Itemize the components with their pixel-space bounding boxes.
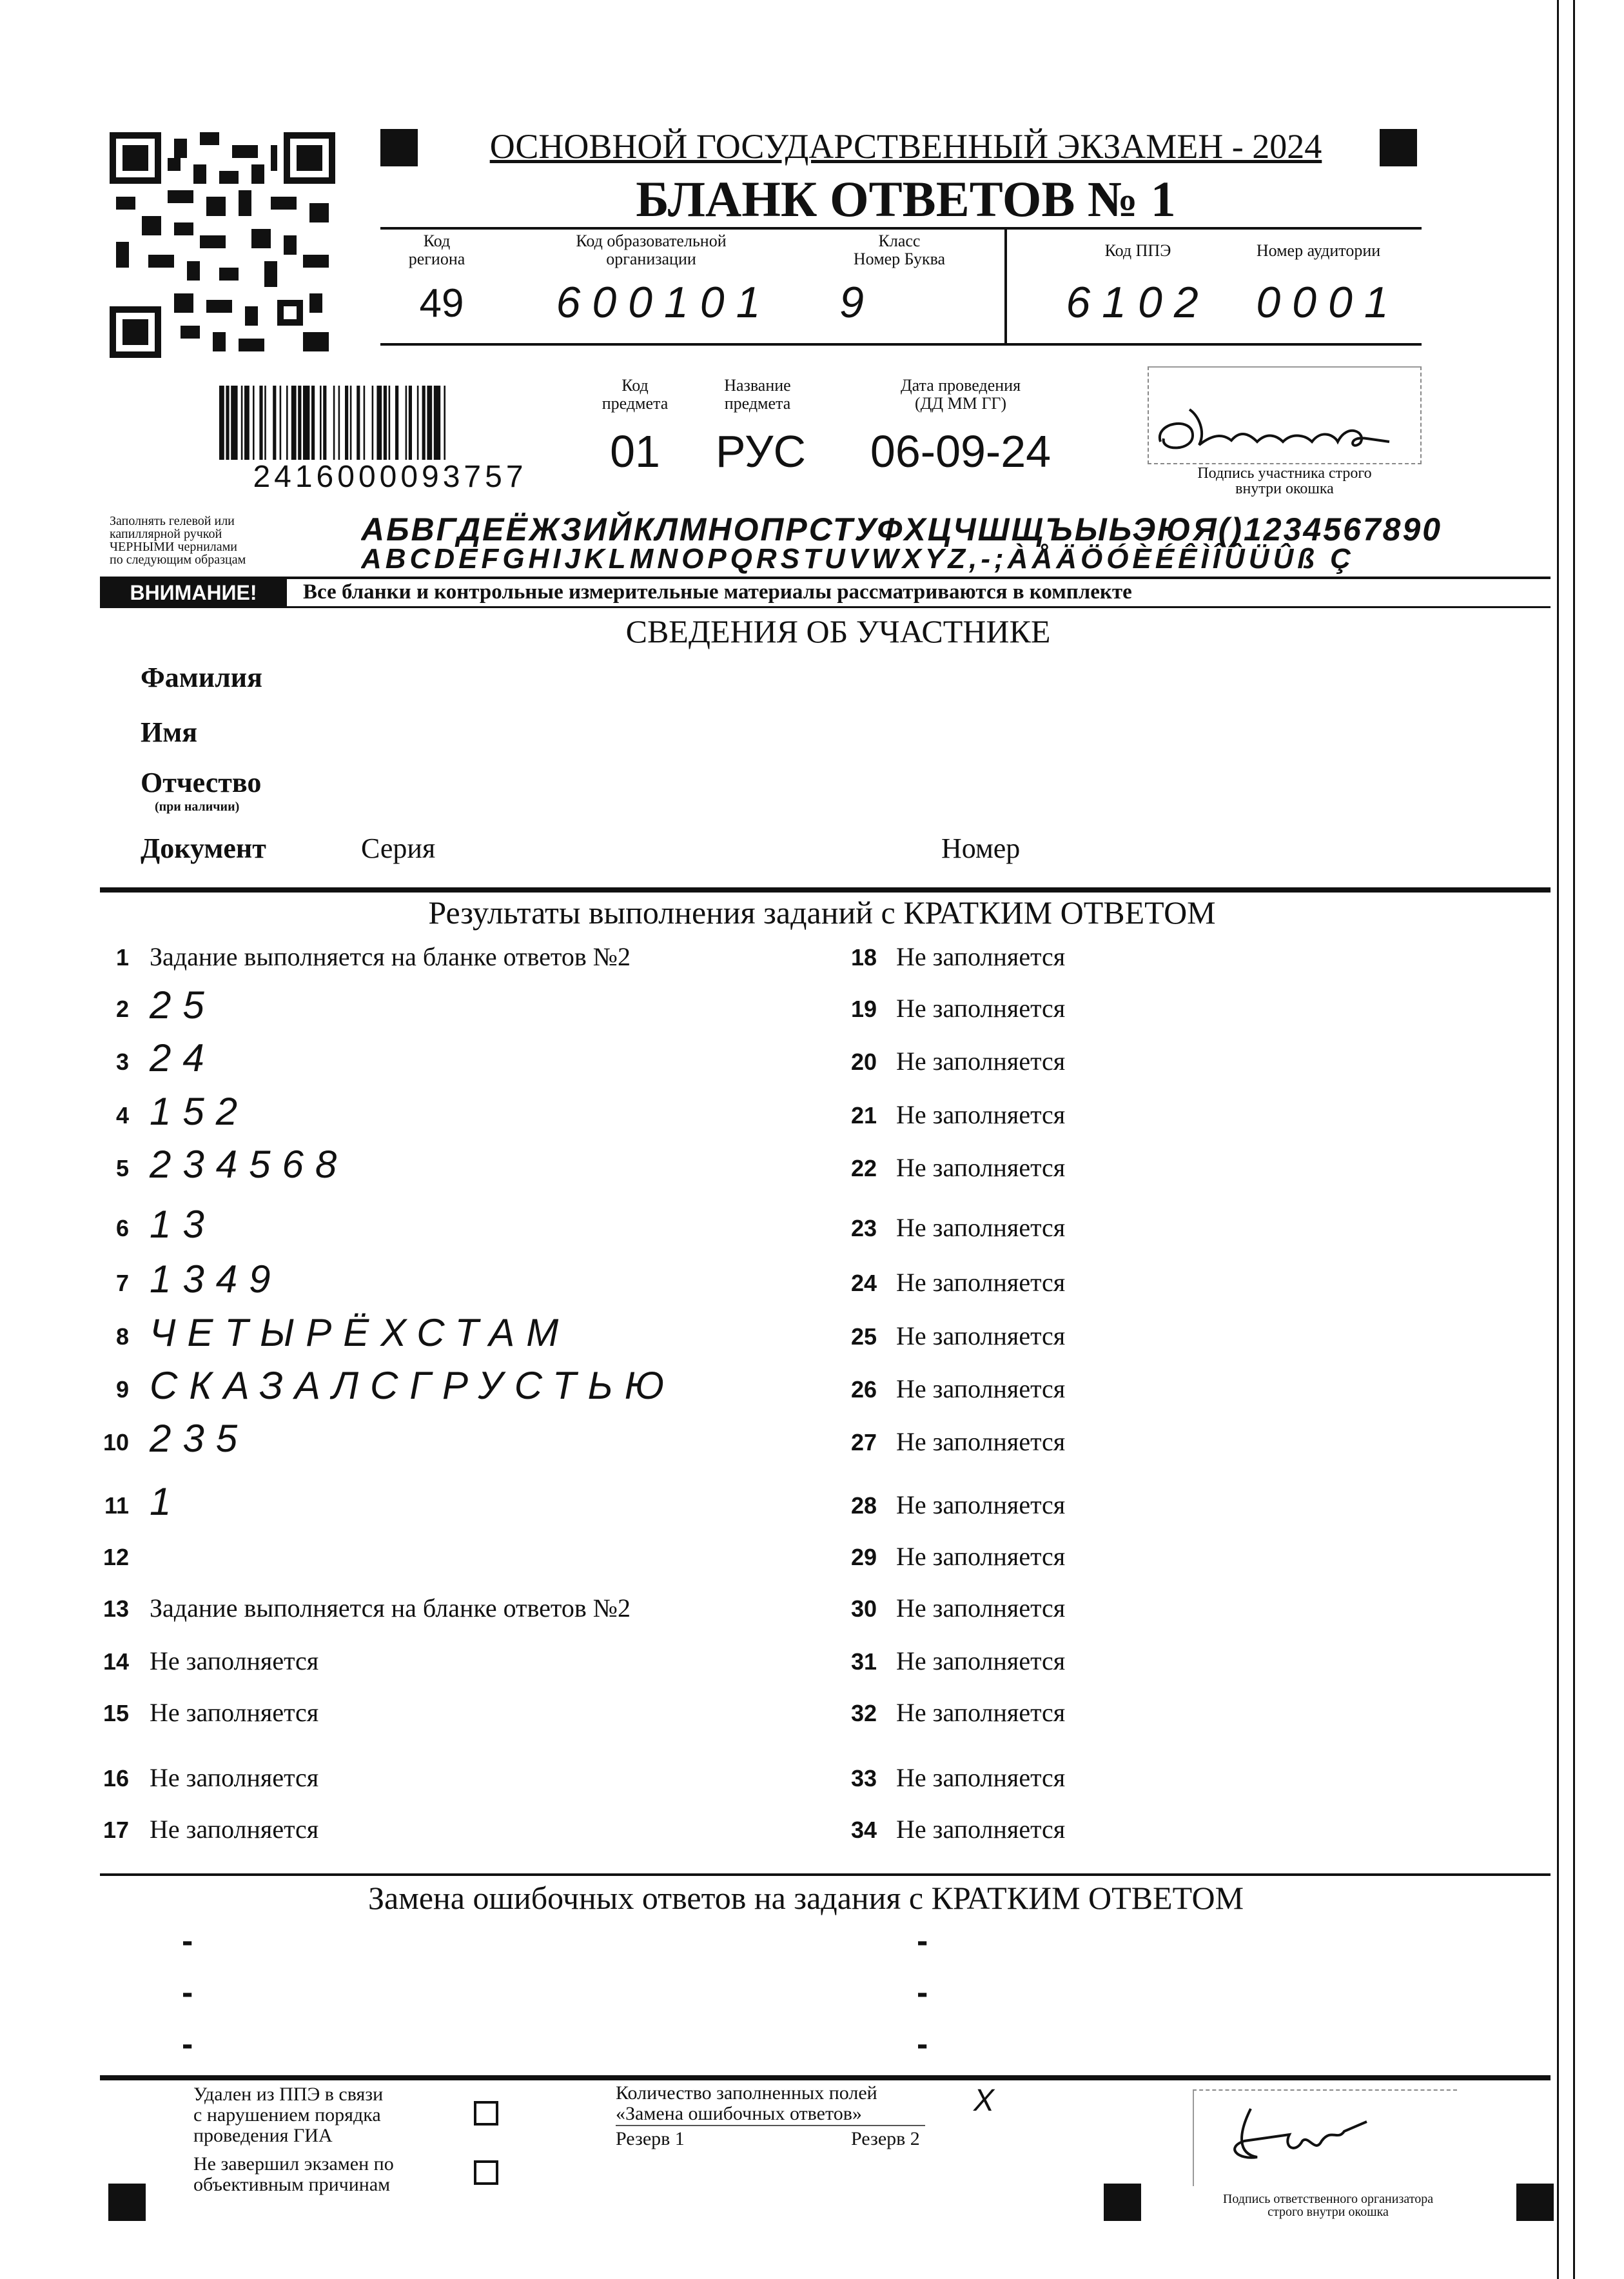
task-number: 33 (850, 1765, 877, 1791)
corner-mark-bottom-right (1516, 2184, 1554, 2221)
room-value: 0001 (1256, 278, 1400, 327)
task-number: 22 (850, 1155, 877, 1181)
exam-title: ОСНОВНОЙ ГОСУДАРСТВЕННЫЙ ЭКЗАМЕН - 2024 (489, 127, 1322, 166)
sample-row-cyrillic: АБВГДЕЁЖЗИЙКЛМНОПРСТУФХЦЧШЩЪЫЬЭЮЯ()1234567890 (361, 511, 1443, 548)
task-number: 9 (115, 1376, 129, 1403)
task-number: 12 (103, 1544, 129, 1570)
task-status-text: Не заполняется (896, 1374, 1066, 1403)
task-number: 4 (115, 1102, 129, 1129)
task-number: 24 (850, 1270, 877, 1296)
task-status-text: Задание выполняется на бланке ответов №2 (150, 942, 631, 971)
task-number: 5 (115, 1155, 129, 1181)
task-number: 8 (115, 1323, 129, 1350)
warning-top-rule (100, 577, 1551, 579)
task-answer: 152 (150, 1090, 249, 1133)
task-answer: 13 (150, 1203, 216, 1246)
task-status-text: Не заполняется (896, 1763, 1066, 1792)
task-status-text: Не заполняется (896, 1593, 1066, 1623)
margin-line-1 (1557, 0, 1559, 2279)
task-status-text: Не заполняется (896, 1100, 1066, 1129)
replace-dash-left-3: - (182, 2026, 193, 2063)
form-title: БЛАНК ОТВЕТОВ № 1 (636, 171, 1176, 227)
replace-dash-left-2: - (182, 1974, 193, 2011)
task-answer: 24 (150, 1036, 216, 1080)
task-number: 25 (850, 1323, 877, 1350)
codes-divider (1004, 227, 1007, 344)
task-number: 3 (115, 1049, 129, 1075)
date-value: 06-09-24 (870, 426, 1052, 477)
organizer-signature-icon (1212, 2096, 1380, 2173)
number-label: Номер (941, 833, 1021, 864)
task-number: 18 (850, 944, 877, 971)
task-status-text: Не заполняется (896, 1321, 1066, 1350)
replace-dash-left-1: - (182, 1922, 193, 1960)
name-label: Имя (141, 716, 197, 748)
margin-line-2 (1573, 0, 1575, 2279)
task-answer: ЧЕТЫРЁХСТАМ (150, 1311, 571, 1354)
reserve-rule (616, 2125, 925, 2126)
task-number: 15 (103, 1700, 129, 1726)
region-value: 49 (419, 281, 464, 326)
task-status-text: Не заполняется (896, 1047, 1066, 1076)
task-status-text: Не заполняется (896, 1490, 1066, 1519)
task-number: 20 (850, 1049, 877, 1075)
task-number: 13 (103, 1595, 129, 1622)
task-number: 16 (103, 1765, 129, 1791)
reserve-2-label: Резерв 2 (851, 2128, 920, 2149)
barcode-icon (219, 386, 567, 463)
task-status-text: Не заполняется (896, 1153, 1066, 1182)
region-label: Код региона (408, 232, 465, 268)
removed-checkbox[interactable] (474, 2101, 498, 2126)
qr-code-icon (110, 132, 335, 358)
task-number: 31 (850, 1648, 877, 1675)
participant-signature-icon (1154, 397, 1399, 461)
corner-mark-top-right (1380, 129, 1417, 166)
replace-top-rule (100, 1873, 1551, 1876)
document-label: Документ (141, 833, 266, 864)
org-label: Код образовательной организации (576, 232, 727, 268)
task-status-text: Задание выполняется на бланке ответов №2 (150, 1593, 631, 1623)
date-label: Дата проведения (ДД ММ ГГ) (900, 376, 1021, 413)
org-value: 600101 (556, 278, 772, 327)
warning-label: ВНИМАНИЕ! (100, 579, 287, 606)
surname-label: Фамилия (141, 662, 262, 693)
task-number: 11 (104, 1492, 129, 1519)
task-number: 27 (850, 1429, 877, 1455)
task-status-text: Не заполняется (150, 1646, 319, 1675)
task-answer: 234568 (150, 1143, 349, 1186)
task-answer: 1 (150, 1480, 183, 1523)
not-finished-checkbox[interactable] (474, 2160, 498, 2185)
task-status-text: Не заполняется (150, 1763, 319, 1792)
patronymic-label: Отчество (141, 767, 262, 798)
task-number: 21 (850, 1102, 877, 1129)
corner-mark-top-left (380, 129, 418, 166)
patronymic-note: (при наличии) (155, 800, 240, 814)
count-mark: X (973, 2084, 1006, 2118)
warning-text: Все бланки и контрольные измерительные материалы рассматриваются в комплекте (303, 580, 1132, 604)
task-number: 23 (850, 1215, 877, 1241)
task-number: 2 (115, 996, 129, 1022)
corner-mark-bottom-left (108, 2184, 146, 2221)
subject-code-label: Код предмета (602, 376, 669, 413)
task-status-text: Не заполняется (150, 1815, 319, 1844)
task-answer: 1349 (150, 1258, 282, 1301)
replace-dash-right-3: - (917, 2026, 928, 2063)
removed-label: Удален из ППЭ в связи с нарушением порядка проведения ГИА (193, 2084, 384, 2146)
task-number: 28 (850, 1492, 877, 1519)
task-number: 6 (115, 1215, 129, 1241)
sample-instruction: Заполнять гелевой или капиллярной ручкой ЧЕРНЫМИ чернилами по следующим образцам (110, 514, 246, 567)
task-number: 14 (103, 1648, 129, 1675)
sample-row-latin: ABCDEFGHIJKLMNOPQRSTUVWXYZ,-;ÀÅÄÖÓÈÉÊÌÎÛÜÛß Ç (361, 543, 1355, 575)
task-status-text: Не заполняется (896, 1698, 1066, 1727)
task-status-text: Не заполняется (896, 1427, 1066, 1456)
task-number: 17 (103, 1817, 129, 1843)
task-number: 30 (850, 1595, 877, 1622)
task-number: 19 (850, 996, 877, 1022)
replace-title: Замена ошибочных ответов на задания с КРАТКИМ ОТВЕТОМ (367, 1880, 1244, 1916)
task-answer: СКАЗАЛСГРУСТЬЮ (150, 1364, 676, 1407)
task-status-text: Не заполняется (896, 994, 1066, 1023)
replace-dash-right-1: - (917, 1922, 928, 1960)
task-number: 1 (115, 944, 129, 971)
task-status-text: Не заполняется (896, 1542, 1066, 1571)
ppe-value: 6102 (1066, 278, 1210, 327)
task-number: 10 (103, 1429, 129, 1455)
warning-bottom-rule (100, 606, 1551, 608)
corner-mark-bottom-mid (1104, 2184, 1141, 2221)
task-status-text: Не заполняется (896, 1213, 1066, 1242)
not-finished-label: Не завершил экзамен по объективным причинам (193, 2153, 394, 2195)
reserve-1-label: Резерв 1 (616, 2128, 685, 2149)
task-status-text: Не заполняется (896, 1646, 1066, 1675)
count-label: Количество заполненных полей «Замена ошибочных ответов» (616, 2082, 877, 2124)
task-answer: 235 (150, 1417, 249, 1460)
class-value: 9 (839, 278, 876, 327)
task-answer: 25 (150, 983, 216, 1027)
barcode-number: 2416000093757 (253, 460, 527, 494)
results-title: Результаты выполнения заданий с КРАТКИМ ОТВЕТОМ (428, 894, 1216, 931)
subject-code-value: 01 (610, 426, 660, 477)
room-label: Номер аудитории (1256, 241, 1381, 260)
task-number: 7 (115, 1270, 129, 1296)
task-status-text: Не заполняется (896, 1815, 1066, 1844)
task-status-text: Не заполняется (896, 942, 1066, 971)
replace-dash-right-2: - (917, 1974, 928, 2011)
results-top-rule (100, 887, 1551, 893)
task-number: 26 (850, 1376, 877, 1403)
subject-name-label: Название предмета (724, 376, 791, 413)
organizer-signature-label: Подпись ответственного организатора строго внутри окошка (1222, 2192, 1434, 2219)
signature-label: Подпись участника строго внутри окошка (1197, 465, 1372, 497)
codes-top-rule (380, 227, 1422, 230)
footer-top-rule (100, 2075, 1551, 2080)
task-number: 32 (850, 1700, 877, 1726)
ppe-label: Код ППЭ (1104, 241, 1171, 260)
participant-title: СВЕДЕНИЯ ОБ УЧАСТНИКЕ (625, 613, 1051, 649)
task-status-text: Не заполняется (896, 1268, 1066, 1297)
series-label: Серия (361, 833, 436, 864)
class-label: Класс Номер Буква (853, 232, 946, 268)
codes-bottom-rule (380, 343, 1422, 346)
subject-name-value: РУС (715, 426, 807, 477)
task-status-text: Не заполняется (150, 1698, 319, 1727)
task-number: 29 (850, 1544, 877, 1570)
task-number: 34 (850, 1817, 877, 1843)
